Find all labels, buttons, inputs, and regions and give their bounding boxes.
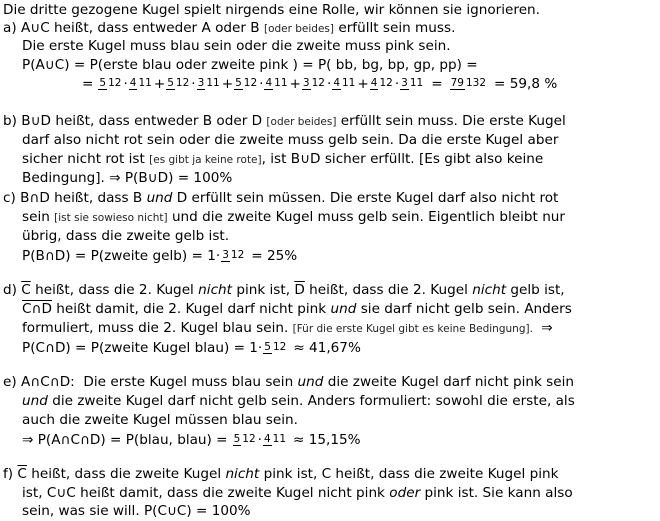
part-f-line1: f) $\overline{C}$ heißt, dass die zweite Kugel nicht pink ist, C heißt, dass die zweite Kugel pink [3, 466, 559, 482]
part-a-result: = 59,8 % [494, 76, 558, 92]
intro-text: Die dritte gezogene Kugel spielt nirgends eine Rolle, wir können sie ignorieren. [3, 2, 540, 18]
part-c-line2: sein [ist sie sowieso nicht] und die zweite Kugel muss gelb sein. Eigentlich bleibt nur [22, 209, 566, 225]
fraction: 5 12 [235, 77, 258, 89]
part-b-line1: b) B∪D heißt, dass entweder B oder D [oder beides] erfüllt sein muss. Die erste Kugel [3, 113, 566, 129]
part-e-line3: auch die zweite Kugel müssen blau sein. [22, 412, 298, 428]
result-fraction: 79 132 [450, 77, 487, 89]
fraction: 3 11 [401, 77, 424, 89]
part-b-line2: darf also nicht rot sein oder die zweite muss gelb sein. Da die erste Kugel aber [22, 132, 559, 148]
part-e-line1: e) A∩C∩D: Die erste Kugel muss blau sein und die zweite Kugel darf nicht pink sein [3, 374, 574, 390]
part-d-line1: d) $\overline{C}$ heißt, dass die 2. Kugel nicht pink ist, $\overline{D}$ heißt, dass die 2. Kugel nicht gelb ist, [3, 282, 565, 298]
part-c-formula: P(B∩D) = P(zweite gelb) = 1· 3 12 = 25% [22, 248, 298, 264]
part-d-label: d) [3, 282, 17, 298]
part-c-line3: übrig, dass die zweite gelb ist. [22, 228, 230, 244]
part-e-label: e) [3, 374, 17, 390]
part-a-expression: = 5 12 · 4 11 + 5 12 · 3 11 + 5 12 · 4 11 + 3 12 · 4 11 + 4 12 · 3 11 = 79 132 = 59,8 % [82, 76, 558, 92]
fraction: 4 11 [333, 77, 356, 89]
part-a-line2: Die erste Kugel muss blau sein oder die zweite muss pink sein. [22, 38, 451, 54]
fraction: 5 12 [264, 341, 287, 353]
fraction: 3 12 [222, 249, 245, 261]
part-a-line3: P(A∪C) = P(erste blau oder zweite pink ) = P( bb, bg, bp, gp, pp) = [22, 57, 478, 73]
part-c-line1: c) B∩D heißt, dass B und D erfüllt sein müssen. Die erste Kugel darf also nicht rot [3, 190, 559, 206]
part-d-formula: P(C∩D) = P(zweite Kugel blau) = 1· 5 12 ≈ 41,67% [22, 340, 361, 356]
fraction: 3 12 [302, 77, 325, 89]
fraction: 3 11 [197, 77, 220, 89]
fraction: 5 12 [233, 433, 256, 445]
part-d-line3: formuliert, muss die 2. Kugel blau sein. [Für die erste Kugel gibt es keine Bedingung]. ⇒ [22, 320, 553, 336]
part-c-label: c) [3, 190, 16, 206]
part-b-line4: Bedingung]. ⇒ P(B∪D) = 100% [22, 170, 233, 186]
part-a-note: [oder beides] [263, 23, 335, 35]
part-a-label: a) [3, 20, 17, 36]
fraction: 4 12 [370, 77, 393, 89]
part-f-label: f) [3, 466, 14, 482]
part-d-line2: C∩D heißt damit, die 2. Kugel darf nicht pink und sie darf nicht gelb sein. Anders [22, 301, 572, 317]
fraction: 5 12 [99, 77, 122, 89]
part-b-label: b) [3, 113, 17, 129]
part-e-line2: und die zweite Kugel darf nicht gelb sein. Anders formuliert: sowohl die erste, als [22, 393, 575, 409]
part-f-line2: ist, C∪C heißt damit, dass die zweite Kugel nicht pink oder pink ist. Sie kann also [22, 485, 573, 501]
part-f-line3: sein, was sie will. P(C∪C) = 100% [22, 503, 251, 519]
fraction: 4 11 [265, 77, 288, 89]
fraction: 4 11 [263, 433, 287, 445]
part-e-formula: ⇒ P(A∩C∩D) = P(blau, blau) = 5 12 · 4 11 ≈ 15,15% [22, 432, 361, 448]
part-a-line1: a) A∪C heißt, dass entweder A oder B [oder beides] erfüllt sein muss. [3, 20, 456, 36]
fraction: 5 12 [167, 77, 190, 89]
fraction: 4 11 [129, 77, 152, 89]
part-a-set: A∪C [20, 20, 50, 36]
part-b-line3: sicher nicht rot ist [es gibt ja keine rote], ist B∪D sicher erfüllt. [Es gibt also keine [22, 151, 544, 167]
